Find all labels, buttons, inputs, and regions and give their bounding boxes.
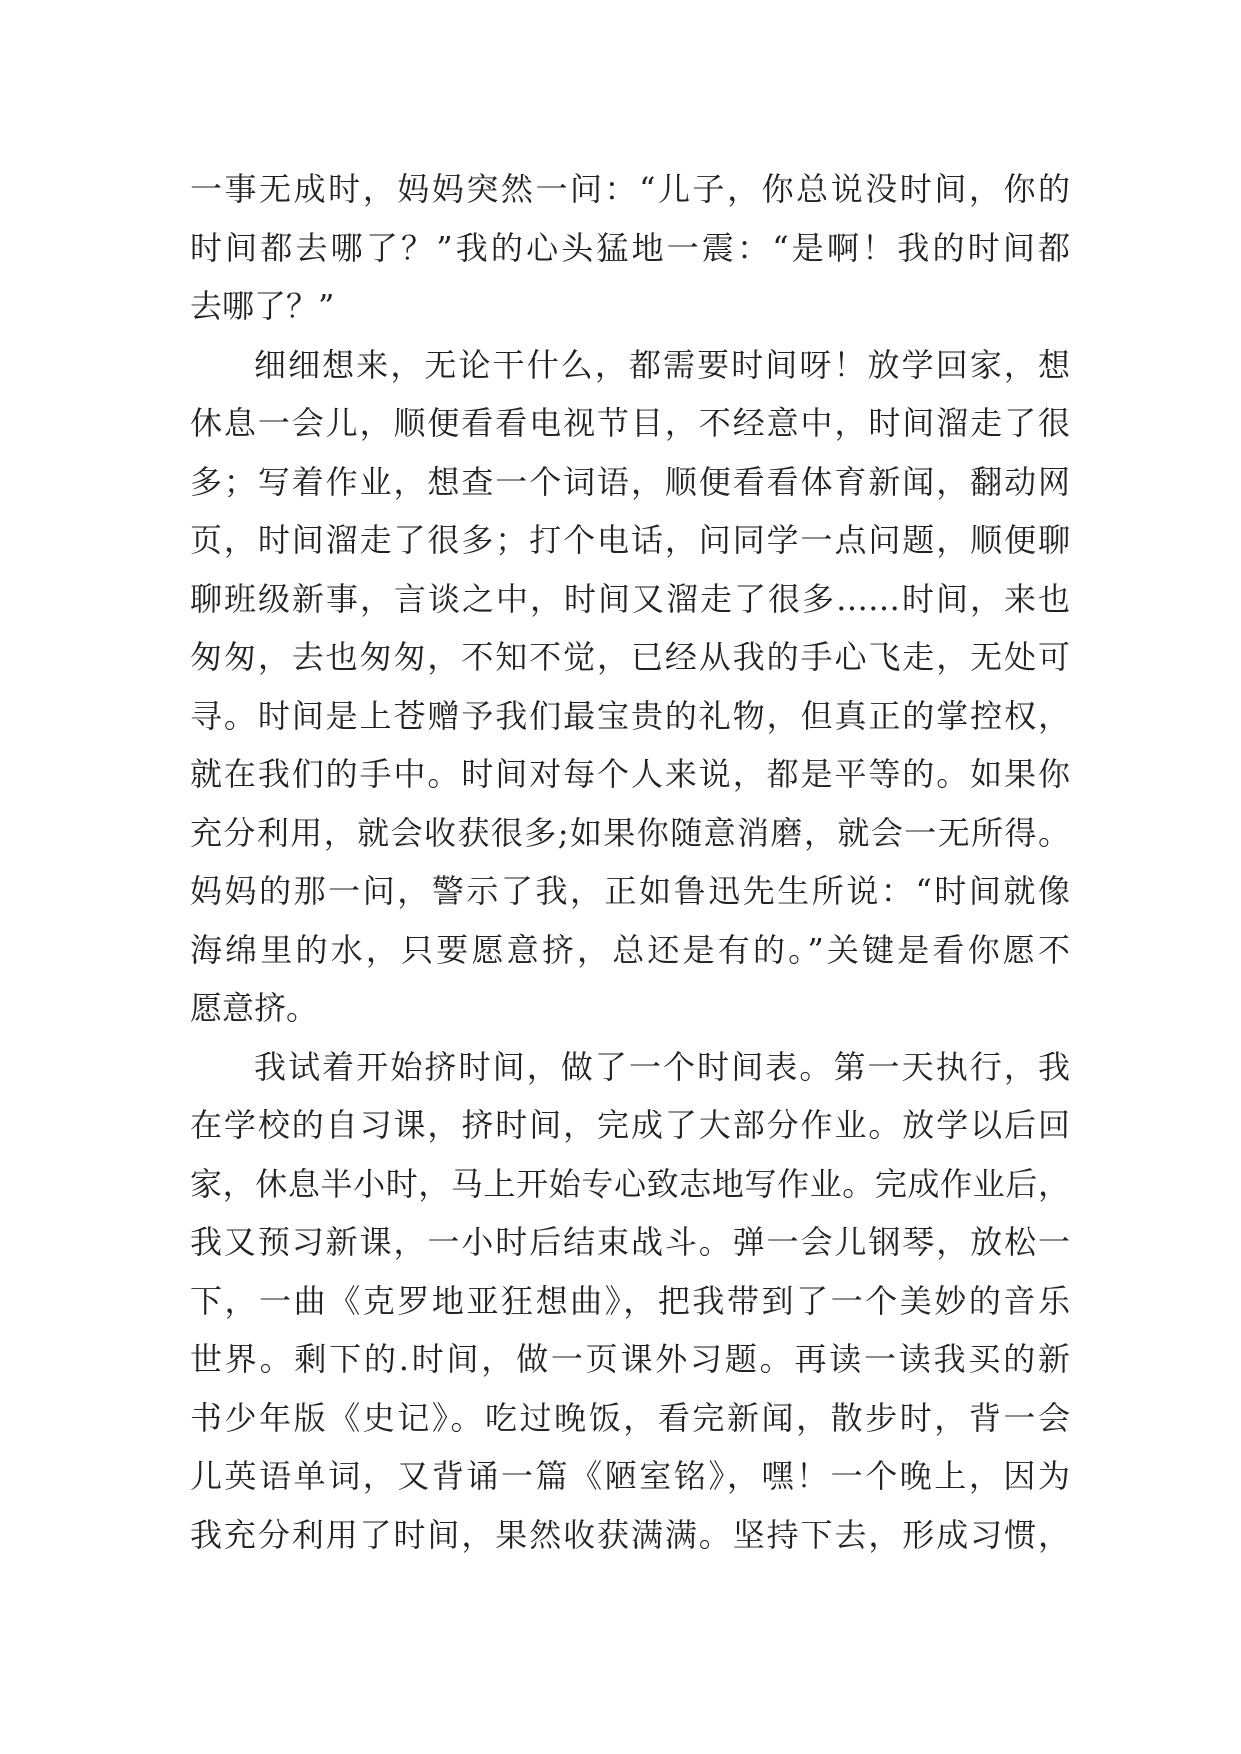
text-line: 我充分利用了时间，果然收获满满。坚持下去，形成习惯， <box>190 1515 1070 1554</box>
text-line: 在学校的自习课，挤时间，完成了大部分作业。放学以后回 <box>190 1106 1070 1144</box>
paragraph-start-line: 细细想来，无论干什么，都需要时间呀！放学回家，想 <box>254 345 1070 384</box>
text-line: 愿意挤。 <box>190 989 319 1027</box>
text-line: 休息一会儿，顺便看看电视节目，不经意中，时间溜走了很 <box>190 404 1070 442</box>
text-line: 书少年版《史记》。吃过晚饭，看完新闻，散步时，背一会 <box>190 1398 1070 1437</box>
text-line: 页，时间溜走了很多；打个电话，问同学一点问题，顺便聊 <box>190 521 1070 559</box>
paragraph-start-line: 我试着开始挤时间，做了一个时间表。第一天执行，我 <box>254 1047 1070 1086</box>
text-line: 妈妈的那一问，警示了我，正如鲁迅先生所说：“时间就像 <box>190 872 1070 910</box>
text-line: 家，休息半小时，马上开始专心致志地写作业。完成作业后， <box>190 1164 1070 1203</box>
text-line: 我又预习新课，一小时后结束战斗。弹一会儿钢琴，放松一 <box>190 1223 1070 1261</box>
text-line: 寻。时间是上苍赠予我们最宝贵的礼物，但真正的掌控权， <box>190 696 1070 735</box>
text-line: 聊班级新事，言谈之中，时间又溜走了很多……时间，来也 <box>190 579 1070 618</box>
body-text <box>190 160 1070 1564</box>
text-line: 海绵里的水，只要愿意挤，总还是有的。”关键是看你愿不 <box>190 930 1070 969</box>
text-line: 世界。剩下的.时间，做一页课外习题。再读一读我买的新 <box>190 1340 1070 1378</box>
text-line: 时间都去哪了？”我的心头猛地一震：“是啊！我的时间都 <box>190 228 1070 267</box>
text-line: 就在我们的手中。时间对每个人来说，都是平等的。如果你 <box>190 755 1070 793</box>
text-line: 充分利用，就会收获很多;如果你随意消磨，就会一无所得。 <box>190 813 1070 852</box>
text-line: 多；写着作业，想查一个词语，顺便看看体育新闻，翻动网 <box>190 462 1070 501</box>
text-line: 匆匆，去也匆匆，不知不觉，已经从我的手心飞走，无处可 <box>190 638 1070 676</box>
text-line: 一事无成时，妈妈突然一问：“儿子，你总说没时间，你的 <box>190 170 1070 208</box>
text-line: 下，一曲《克罗地亚狂想曲》，把我带到了一个美妙的音乐 <box>190 1281 1070 1320</box>
text-line: 去哪了？” <box>190 287 335 325</box>
text-line: 儿英语单词，又背诵一篇《陋室铭》，嘿！一个晚上，因为 <box>190 1457 1070 1495</box>
